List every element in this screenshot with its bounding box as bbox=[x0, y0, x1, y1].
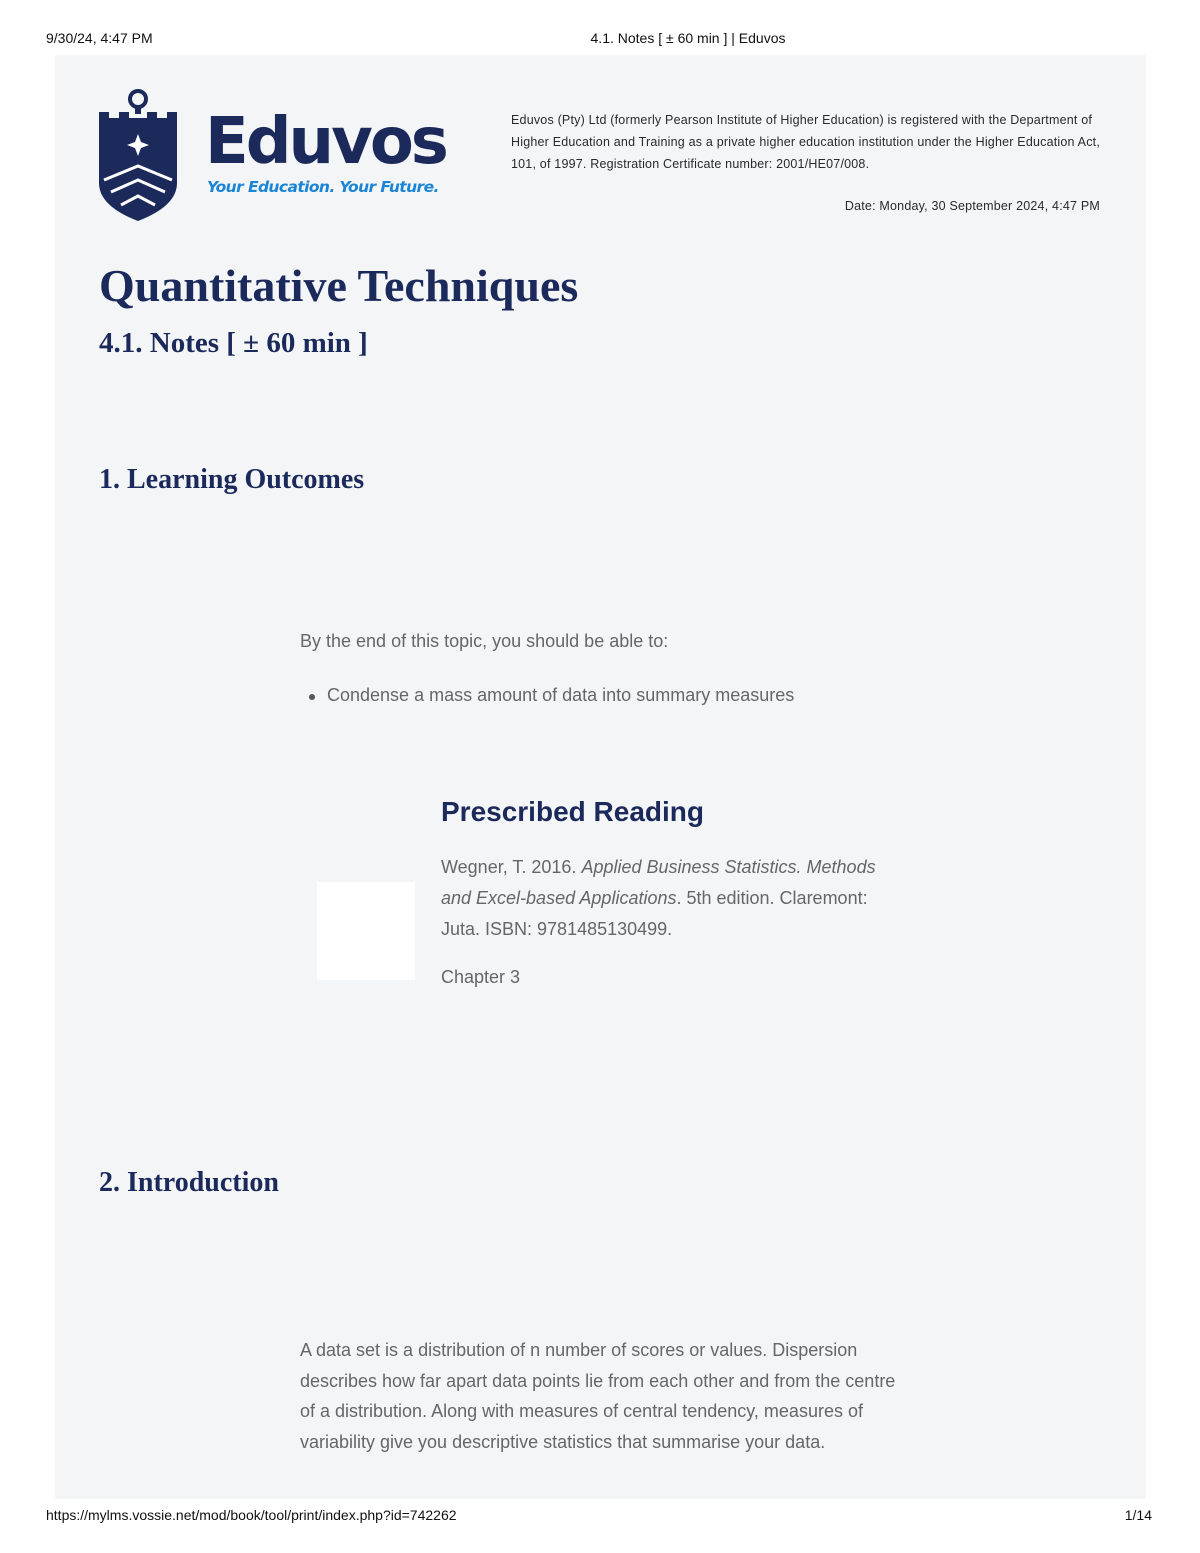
page-content bbox=[55, 55, 1146, 1499]
page-number: 1/14 bbox=[1124, 1507, 1152, 1523]
eduvos-logo[interactable] bbox=[99, 88, 459, 223]
print-footer bbox=[0, 1507, 1200, 1527]
citation-book-title: Applied Business Statistics. Methods and Excel-based Applications bbox=[441, 857, 876, 908]
print-date: Date: Monday, 30 September 2024, 4:47 PM bbox=[844, 199, 1100, 213]
introduction-paragraph: A data set is a distribution of n number of scores or values. Dispersion describes how far apart data points lie from each other and from the centre of a distribution. Along with measures of central tendency, measures of variability give you descriptive statistics that summarise your data. bbox=[300, 1340, 896, 1452]
print-date-time: 9/30/24, 4:47 PM bbox=[46, 30, 153, 46]
learning-outcomes-heading: 1. Learning Outcomes bbox=[99, 464, 365, 495]
print-url[interactable]: https://mylms.vossie.net/mod/book/tool/print/index.php?id=742262 bbox=[46, 1507, 457, 1523]
book-cover-image bbox=[317, 882, 415, 980]
prescribed-reading-chapter: Chapter 3 bbox=[441, 967, 521, 987]
citation-publisher: . 5th edition. Claremont: Juta. ISBN: 9781485130499. bbox=[441, 888, 868, 939]
prescribed-reading-citation bbox=[441, 852, 901, 945]
introduction-heading: 2. Introduction bbox=[99, 1167, 279, 1198]
print-header bbox=[0, 30, 1200, 50]
course-title: Quantitative Techniques bbox=[99, 260, 579, 311]
list-item: Condense a mass amount of data into summary measures bbox=[300, 685, 794, 706]
chapter-title: 4.1. Notes [ ± 60 min ] bbox=[99, 327, 368, 359]
citation-author-year: Wegner, T. 2016. bbox=[441, 857, 582, 877]
logo-tagline: Your Education. Your Future. bbox=[207, 178, 439, 196]
registration-notice: Eduvos (Pty) Ltd (formerly Pearson Institute of Higher Education) is registered with the Department of Higher Education and Training as a private higher education institution under the Higher Education Act, 101, of 1997. Registration Certificate number: 2001/HE07/008. bbox=[511, 113, 1101, 171]
print-doc-title: 4.1. Notes [ ± 60 min ] | Eduvos bbox=[590, 30, 786, 46]
shield-crest-icon bbox=[99, 88, 181, 223]
logo-wordmark: Eduvos bbox=[205, 105, 446, 179]
prescribed-reading-heading: Prescribed Reading bbox=[441, 796, 704, 827]
learning-outcomes-intro: By the end of this topic, you should be able to: bbox=[300, 631, 669, 651]
learning-outcomes-list bbox=[300, 685, 794, 706]
